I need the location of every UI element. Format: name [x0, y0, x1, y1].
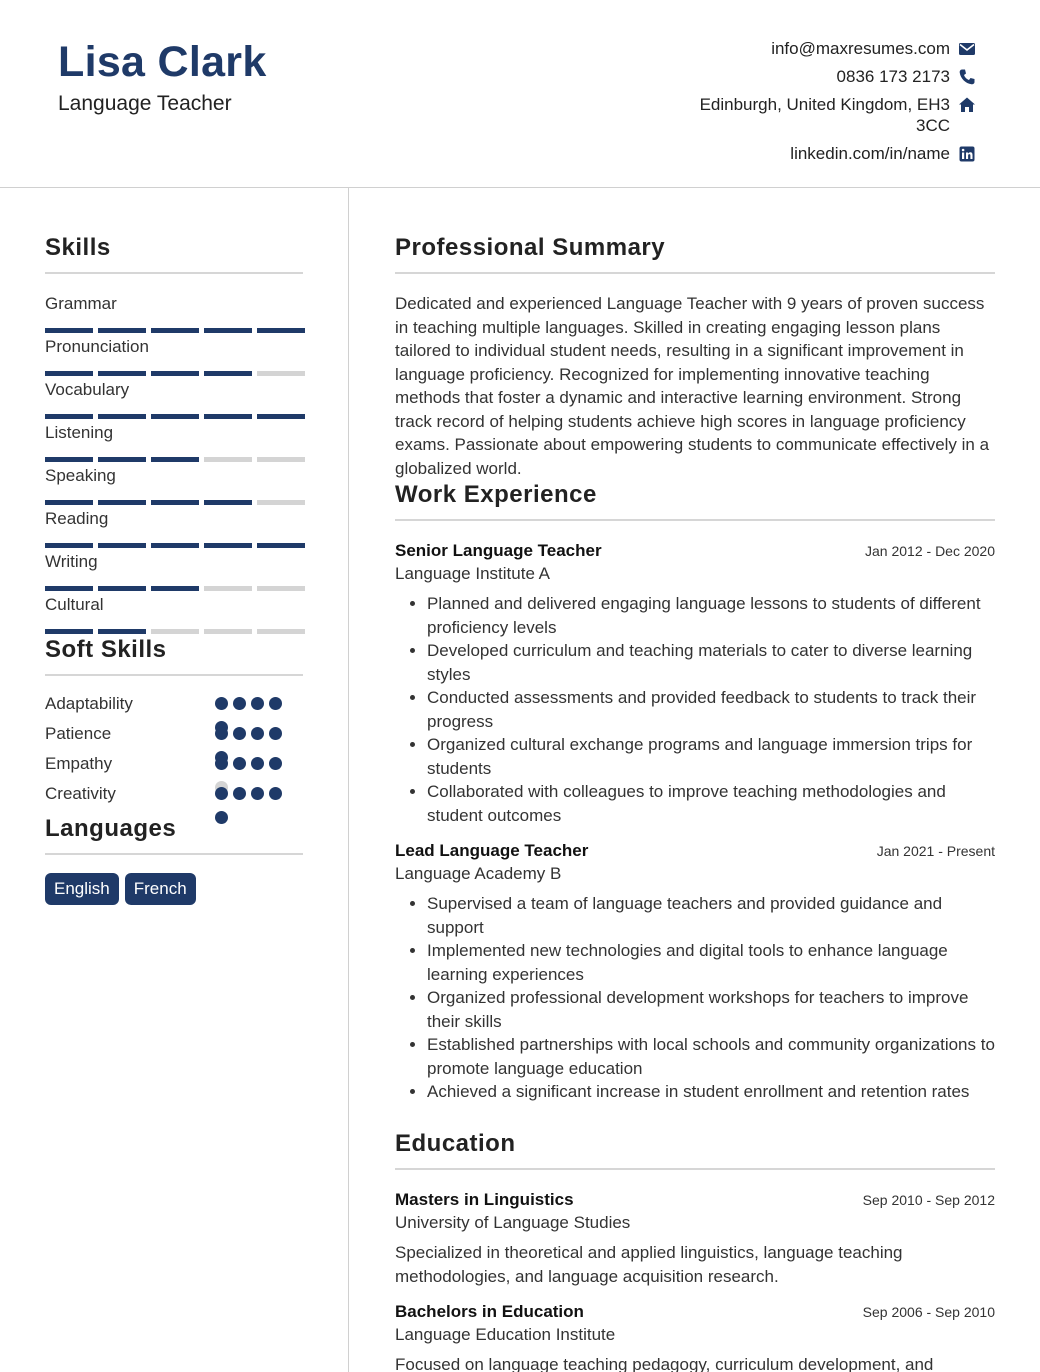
- rating-bar: [151, 543, 199, 548]
- rating-bar: [45, 543, 93, 548]
- rating-bar: [98, 586, 146, 591]
- skill-label: Cultural: [45, 595, 104, 614]
- rating-bar: [257, 371, 305, 376]
- job-bullets: [395, 592, 995, 827]
- language-badge: English: [45, 873, 119, 905]
- contact-address: [646, 94, 976, 136]
- skills-list: [45, 294, 303, 638]
- job-bullet: • Established partnerships with local schools and community organizations to promote language education: [427, 1033, 995, 1080]
- job-header: [395, 841, 995, 861]
- skill-item: [45, 380, 303, 423]
- rating-dot: [269, 697, 282, 710]
- job-bullet: • Achieved a significant increase in student enrollment and retention rates: [427, 1080, 995, 1104]
- rating-bar: [204, 586, 252, 591]
- education-entry: [395, 1302, 995, 1372]
- language-badge: French: [125, 873, 196, 905]
- sidebar: [0, 188, 349, 1372]
- soft-skill-label: Patience: [45, 724, 112, 743]
- email-text[interactable]: info@maxresumes.com: [771, 39, 950, 58]
- skill-rating-bars: [45, 371, 305, 376]
- soft-skill-label: Empathy: [45, 754, 113, 773]
- soft-skill-item: [45, 694, 303, 724]
- skill-rating-bars: [45, 457, 305, 462]
- contact-linkedin[interactable]: [646, 143, 976, 164]
- address-text: Edinburgh, United Kingdom, EH3 3CC: [699, 95, 950, 135]
- rating-bar: [45, 414, 93, 419]
- soft-skill-item: [45, 724, 303, 754]
- soft-skill-label: Adaptability: [45, 694, 133, 713]
- job-entry: [395, 541, 995, 827]
- rating-dot: [215, 697, 228, 710]
- skill-label: Grammar: [45, 294, 117, 313]
- divider: [45, 853, 303, 855]
- rating-dot: [233, 697, 246, 710]
- languages-section: [45, 815, 303, 905]
- divider: [395, 1168, 995, 1170]
- job-dates: Jan 2012 - Dec 2020: [865, 543, 995, 559]
- rating-bar: [257, 328, 305, 333]
- rating-bar: [204, 414, 252, 419]
- rating-bar: [204, 543, 252, 548]
- rating-bar: [98, 371, 146, 376]
- rating-bar: [204, 629, 252, 634]
- rating-dot: [269, 787, 282, 800]
- rating-bar: [98, 629, 146, 634]
- resume-header: [0, 0, 1040, 188]
- rating-bar: [98, 500, 146, 505]
- rating-bar: [45, 328, 93, 333]
- rating-dot: [215, 727, 228, 740]
- skills-section: [45, 234, 303, 638]
- rating-bar: [257, 629, 305, 634]
- skill-item: [45, 337, 303, 380]
- summary-heading: Professional Summary: [395, 234, 666, 261]
- phone-icon: [958, 68, 976, 86]
- rating-bar: [98, 328, 146, 333]
- envelope-icon: [958, 40, 976, 58]
- job-dates: Jan 2021 - Present: [876, 843, 995, 859]
- linkedin-text[interactable]: linkedin.com/in/name: [790, 144, 950, 163]
- soft-skill-item: [45, 754, 303, 784]
- divider: [395, 272, 995, 274]
- rating-dot: [269, 757, 282, 770]
- rating-dot: [251, 757, 264, 770]
- job-organization: Language Academy B: [395, 864, 562, 883]
- skill-label: Listening: [45, 423, 114, 442]
- rating-bar: [204, 457, 252, 462]
- skill-label: Reading: [45, 509, 109, 528]
- rating-bar: [45, 586, 93, 591]
- rating-bar: [45, 500, 93, 505]
- skill-rating-bars: [45, 543, 305, 548]
- rating-dot: [215, 757, 228, 770]
- rating-bar: [257, 586, 305, 591]
- rating-dot: [251, 697, 264, 710]
- education-dates: Sep 2010 - Sep 2012: [862, 1192, 995, 1208]
- rating-bar: [204, 328, 252, 333]
- soft-skills-heading: Soft Skills: [45, 636, 167, 663]
- rating-bar: [257, 457, 305, 462]
- education-degree: Masters in Linguistics: [395, 1190, 574, 1209]
- skill-item: [45, 509, 303, 552]
- rating-bar: [204, 371, 252, 376]
- rating-bar: [151, 414, 199, 419]
- rating-bar: [151, 457, 199, 462]
- soft-skill-label: Creativity: [45, 784, 116, 803]
- job-bullet: • Supervised a team of language teachers and provided guidance and support: [427, 892, 995, 939]
- education-header: [395, 1302, 995, 1322]
- summary-section: [395, 234, 995, 480]
- skill-label: Pronunciation: [45, 337, 149, 356]
- rating-dot: [269, 727, 282, 740]
- education-header: [395, 1190, 995, 1210]
- rating-bar: [151, 328, 199, 333]
- rating-dot: [251, 727, 264, 740]
- rating-bar: [98, 457, 146, 462]
- rating-bar: [45, 629, 93, 634]
- rating-bar: [151, 586, 199, 591]
- linkedin-icon: [958, 145, 976, 163]
- rating-dot: [215, 787, 228, 800]
- rating-bar: [257, 543, 305, 548]
- skill-rating-bars: [45, 328, 305, 333]
- rating-dot: [233, 727, 246, 740]
- education-heading: Education: [395, 1130, 516, 1157]
- candidate-title: Language Teacher: [58, 92, 232, 115]
- rating-bar: [257, 500, 305, 505]
- phone-text[interactable]: 0836 173 2173: [836, 67, 950, 86]
- job-bullet: • Collaborated with colleagues to improve teaching methodologies and student outcomes: [427, 780, 995, 827]
- work-heading: Work Experience: [395, 481, 597, 508]
- skill-rating-bars: [45, 586, 305, 591]
- rating-bar: [151, 371, 199, 376]
- job-entry: [395, 841, 995, 1104]
- skill-item: [45, 552, 303, 595]
- soft-skills-section: [45, 636, 303, 814]
- soft-skills-list: [45, 694, 303, 814]
- education-description: Specialized in theoretical and applied linguistics, language teaching methodologies, and language acquisition research.: [395, 1243, 903, 1286]
- rating-bar: [98, 543, 146, 548]
- job-header: [395, 541, 995, 561]
- jobs-list: [395, 541, 995, 1104]
- education-section: [395, 1130, 995, 1372]
- work-section: [395, 481, 995, 1104]
- rating-bar: [151, 629, 199, 634]
- rating-bar: [45, 371, 93, 376]
- rating-bar: [257, 414, 305, 419]
- languages-list: [45, 873, 303, 905]
- rating-bar: [45, 457, 93, 462]
- job-organization: Language Institute A: [395, 564, 551, 583]
- summary-text: Dedicated and experienced Language Teacher with 9 years of proven success in teaching multiple languages. Skilled in creating engaging lesson plans tailored to individual student needs, resulting in a significant improvement in language proficiency. Recognized for implementing innovative teaching methods that foster a dynamic and interactive learning environment. Strong track record of helping students achieve high scores in language proficiency exams. Passionate about empowering students to communicate effectively in a globalized world.: [395, 294, 990, 478]
- skills-heading: Skills: [45, 234, 111, 261]
- skill-item: [45, 423, 303, 466]
- job-bullet: • Developed curriculum and teaching materials to cater to diverse learning styles: [427, 639, 995, 686]
- languages-heading: Languages: [45, 815, 177, 842]
- job-bullet: • Organized cultural exchange programs and language immersion trips for students: [427, 733, 995, 780]
- contact-phone[interactable]: [646, 66, 976, 87]
- rating-bar: [151, 500, 199, 505]
- skill-item: [45, 466, 303, 509]
- rating-dot: [233, 787, 246, 800]
- skill-rating-bars: [45, 629, 305, 634]
- skill-label: Writing: [45, 552, 98, 571]
- skill-rating-bars: [45, 414, 305, 419]
- skill-label: Vocabulary: [45, 380, 130, 399]
- job-bullet: • Planned and delivered engaging language lessons to students of different proficiency levels: [427, 592, 995, 639]
- candidate-name: Lisa Clark: [58, 38, 267, 86]
- job-bullet: • Conducted assessments and provided feedback to students to track their progress: [427, 686, 995, 733]
- rating-bar: [204, 500, 252, 505]
- job-bullet: • Implemented new technologies and digital tools to enhance language learning experiences: [427, 939, 995, 986]
- education-list: [395, 1190, 995, 1372]
- skill-rating-bars: [45, 500, 305, 505]
- rating-dot: [233, 757, 246, 770]
- skill-item: [45, 595, 303, 638]
- divider: [395, 519, 995, 521]
- education-school: Language Education Institute: [395, 1325, 616, 1344]
- skill-item: [45, 294, 303, 337]
- home-icon: [958, 96, 976, 114]
- education-entry: [395, 1190, 995, 1288]
- job-role: Lead Language Teacher: [395, 841, 589, 860]
- education-degree: Bachelors in Education: [395, 1302, 584, 1321]
- job-bullet: • Organized professional development workshops for teachers to improve their skills: [427, 986, 995, 1033]
- divider: [45, 674, 303, 676]
- skill-label: Speaking: [45, 466, 116, 485]
- education-school: University of Language Studies: [395, 1213, 631, 1232]
- rating-dot: [251, 787, 264, 800]
- divider: [45, 272, 303, 274]
- contact-block: [646, 38, 976, 171]
- rating-bar: [98, 414, 146, 419]
- job-role: Senior Language Teacher: [395, 541, 602, 560]
- soft-skill-item: [45, 784, 303, 814]
- education-description: Focused on language teaching pedagogy, curriculum development, and: [395, 1355, 934, 1372]
- education-dates: Sep 2006 - Sep 2010: [862, 1304, 995, 1320]
- contact-email[interactable]: [646, 38, 976, 59]
- job-bullets: [395, 892, 995, 1104]
